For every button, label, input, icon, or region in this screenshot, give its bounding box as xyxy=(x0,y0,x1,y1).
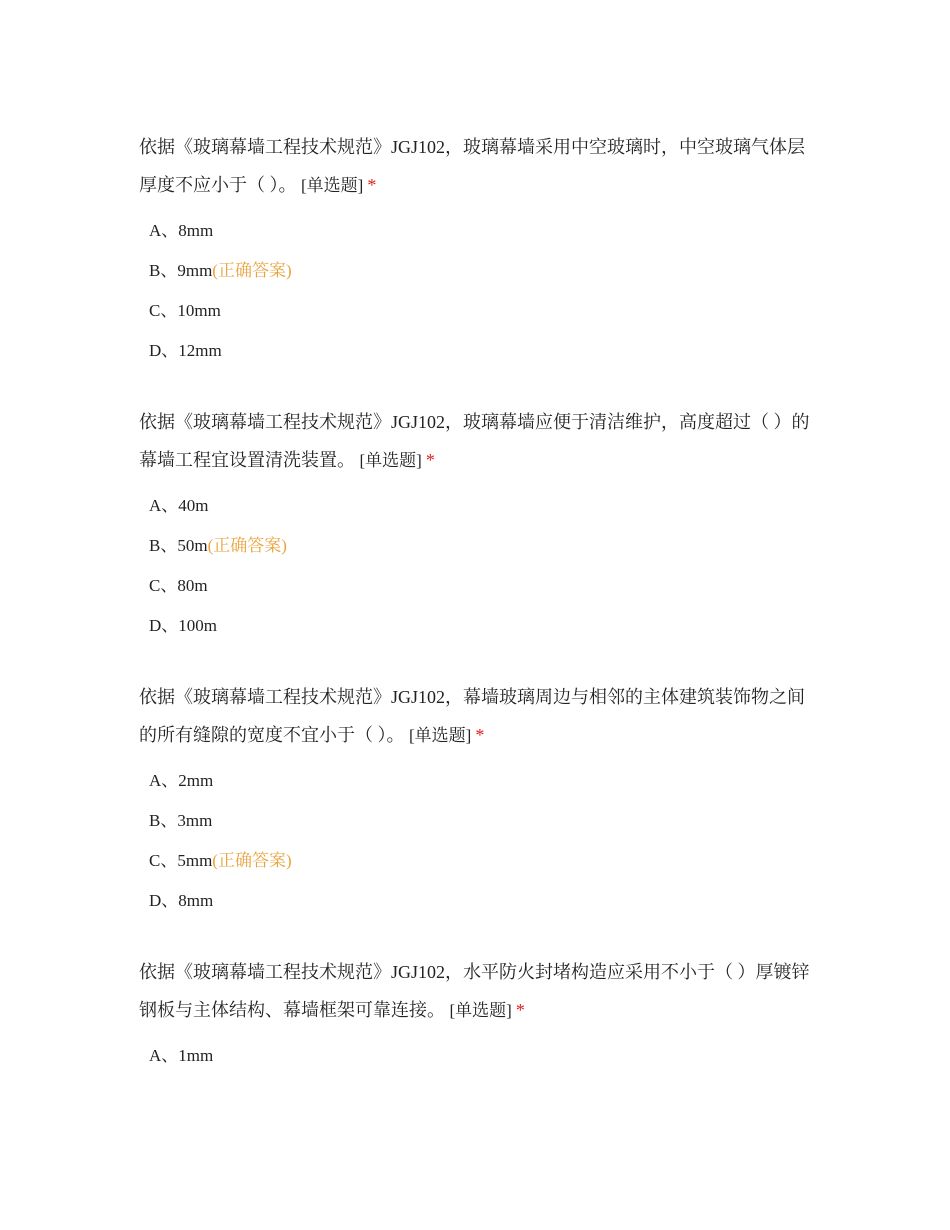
required-mark: * xyxy=(367,175,377,195)
question-2 xyxy=(139,403,819,646)
question-1 xyxy=(139,128,819,371)
question-text: 依据《玻璃幕墙工程技术规范》JGJ102，幕墙玻璃周边与相邻的主体建筑装饰物之间的所有缝隙的宽度不宜小于（ ）。 [单选题] * xyxy=(139,687,806,745)
question-type-label: [单选题] xyxy=(449,1001,512,1020)
correct-answer-tag: (正确答案) xyxy=(212,261,292,280)
question-list xyxy=(139,128,819,1108)
option-a[interactable]: A、1mm xyxy=(149,1046,214,1065)
option-a[interactable]: A、2mm xyxy=(149,771,214,790)
option-b[interactable]: B、9mm(正确答案) xyxy=(149,261,292,280)
option-c[interactable]: C、5mm(正确答案) xyxy=(149,851,292,870)
option-a[interactable]: A、40m xyxy=(149,496,209,515)
option-a[interactable]: A、8mm xyxy=(149,221,214,240)
option-b[interactable]: B、50m(正确答案) xyxy=(149,536,287,555)
question-type-label: [单选题] xyxy=(359,451,422,470)
option-d[interactable]: D、8mm xyxy=(149,891,214,910)
question-type-label: [单选题] xyxy=(409,726,472,745)
option-d[interactable]: D、100m xyxy=(149,616,218,635)
question-text: 依据《玻璃幕墙工程技术规范》JGJ102，玻璃幕墙应便于清洁维护，高度超过（ ）的幕墙工程宜设置清洗装置。 [单选题] * xyxy=(139,412,810,470)
correct-answer-tag: (正确答案) xyxy=(207,536,287,555)
correct-answer-tag: (正确答案) xyxy=(212,851,292,870)
question-4 xyxy=(139,953,819,1076)
option-d[interactable]: D、12mm xyxy=(149,341,222,360)
required-mark: * xyxy=(425,450,435,470)
question-text: 依据《玻璃幕墙工程技术规范》JGJ102，水平防火封堵构造应采用不小于（ ）厚镀锌钢板与主体结构、幕墙框架可靠连接。 [单选题] * xyxy=(139,962,810,1020)
option-b[interactable]: B、3mm xyxy=(149,811,213,830)
question-text: 依据《玻璃幕墙工程技术规范》JGJ102，玻璃幕墙采用中空玻璃时，中空玻璃气体层厚度不应小于（ ）。 [单选题] * xyxy=(139,137,806,195)
option-c[interactable]: C、10mm xyxy=(149,301,221,320)
question-type-label: [单选题] xyxy=(301,176,364,195)
option-c[interactable]: C、80m xyxy=(149,576,208,595)
question-3 xyxy=(139,678,819,921)
required-mark: * xyxy=(475,725,485,745)
required-mark: * xyxy=(515,1000,525,1020)
